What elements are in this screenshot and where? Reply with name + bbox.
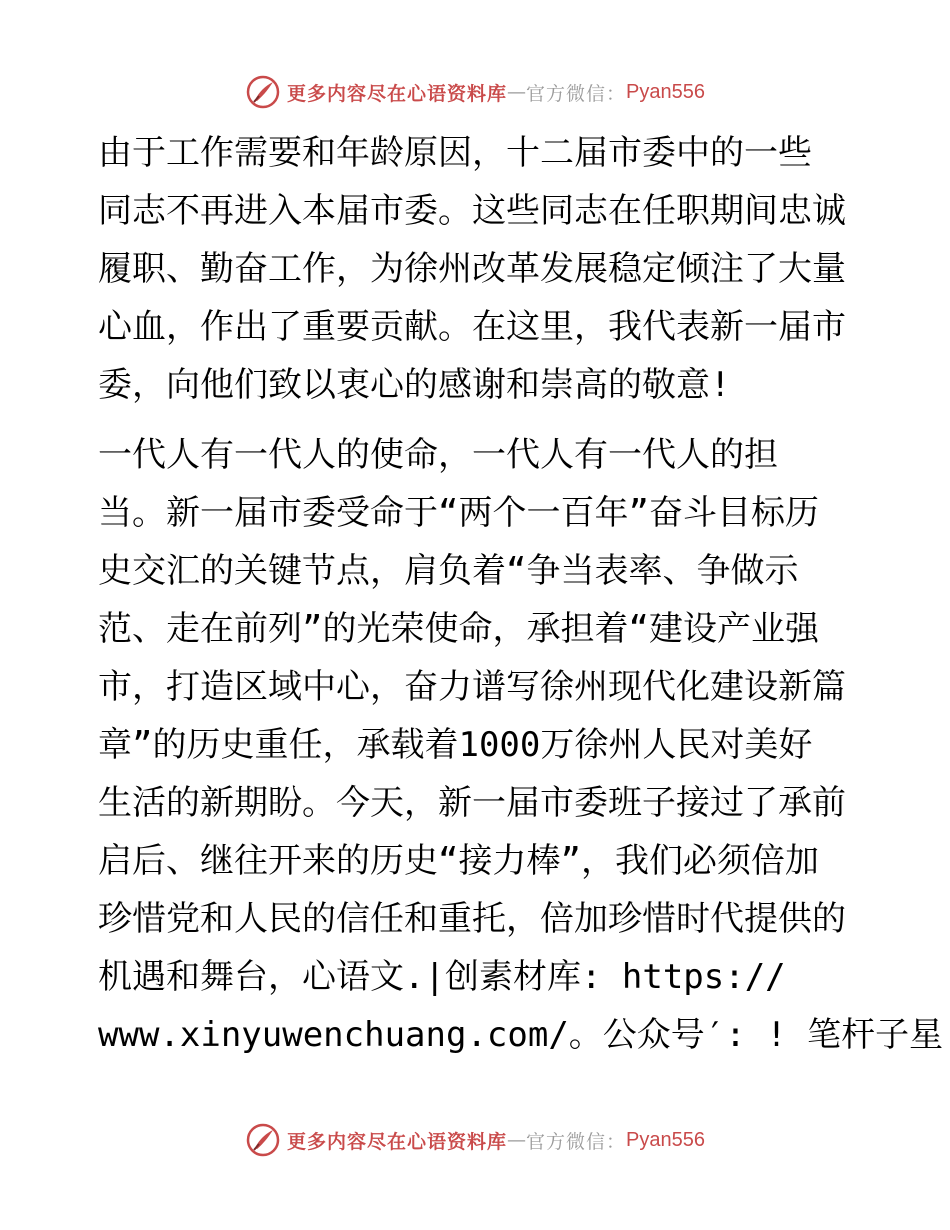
- header-banner: [0, 70, 950, 114]
- text-line: 珍惜党和人民的信任和重托，倍加珍惜时代提供的: [98, 899, 846, 939]
- text-line: www.xinyuwenchuang.com/。公众号′: ! 笔杆子星: [98, 1015, 944, 1055]
- text-line: 机遇和舞台，心语文.|创素材库: https://: [98, 957, 786, 997]
- paragraph-1: [98, 124, 858, 414]
- footer-banner: [0, 1118, 950, 1162]
- text-line: 范、走在前列”的光荣使命，承担着“建设产业强: [98, 609, 819, 649]
- text-line: 同志不再进入本届市委。这些同志在任职期间忠诚: [98, 191, 846, 231]
- footer-brand-text: 更多内容尽在心语资料库: [287, 1130, 508, 1153]
- text-line: 启后、继往开来的历史“接力棒”，我们必须倍加: [98, 841, 819, 881]
- paragraph-2: [98, 426, 944, 1064]
- text-line: 市，打造区域中心，奋力谱写徐州现代化建设新篇: [98, 667, 846, 707]
- text-line: 由于工作需要和年龄原因，十二届市委中的一些: [98, 133, 812, 173]
- text-line: 心血，作出了重要贡献。在这里，我代表新一届市: [98, 307, 846, 347]
- footer-dash: —: [507, 1129, 527, 1151]
- header-dash: —: [507, 81, 527, 103]
- document-body: [98, 124, 944, 1064]
- text-line: 履职、勤奋工作，为徐州改革发展稳定倾注了大量: [98, 249, 846, 289]
- header-brand-text: 更多内容尽在心语资料库: [287, 82, 508, 105]
- feather-pen-logo-icon: [245, 1122, 281, 1158]
- text-line: 生活的新期盼。今天，新一届市委班子接过了承前: [98, 783, 846, 823]
- header-official-label: 官方微信：: [526, 82, 627, 105]
- text-line: 一代人有一代人的使命，一代人有一代人的担: [98, 435, 778, 475]
- text-line: 章”的历史重任，承载着1000万徐州人民对美好: [98, 725, 813, 765]
- text-line: 委，向他们致以衷心的感谢和崇高的敬意!: [98, 365, 731, 405]
- text-line: 当。新一届市委受命于“两个一百年”奋斗目标历: [98, 493, 819, 533]
- text-line: 史交汇的关键节点，肩负着“争当表率、争做示: [98, 551, 799, 591]
- feather-pen-logo-icon: [245, 74, 281, 110]
- header-wechat-id: Pyan556: [626, 80, 705, 103]
- footer-wechat-id: Pyan556: [626, 1128, 705, 1151]
- footer-official-label: 官方微信：: [526, 1130, 627, 1153]
